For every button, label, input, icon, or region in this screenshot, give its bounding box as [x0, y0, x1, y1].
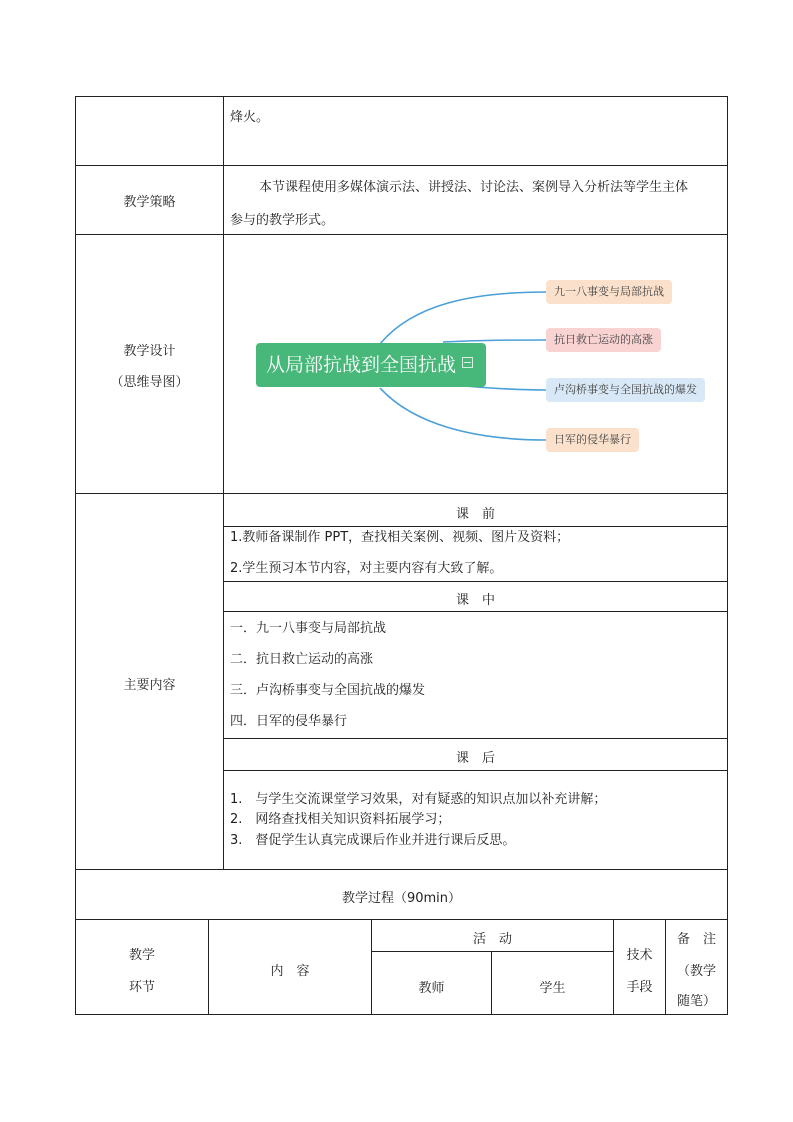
notes-header-line-3: 随笔） [676, 994, 716, 1009]
design-label: 教学设计 [123, 344, 176, 359]
after-item-2: 2. 网络查找相关知识资料拓展学习； [230, 812, 451, 827]
after-item-3: 3. 督促学生认真完成课后作业并进行课后反思。 [230, 833, 516, 848]
stage-header-cell [75, 919, 209, 1015]
row-top-content-cell [223, 96, 728, 166]
notes-header-line-2: （教学 [676, 964, 716, 979]
tech-header-line-2: 手段 [626, 980, 653, 995]
strategy-line-2: 参与的教学形式。 [230, 213, 335, 228]
connector-4 [380, 388, 547, 440]
during-item-4: 四．日军的侵华暴行 [230, 714, 348, 729]
during-item-1: 一．九一八事变与局部抗战 [230, 621, 387, 636]
after-title: 课 后 [455, 751, 495, 766]
mind-map-branch-1[interactable]: 九一八事变与局部抗战 [546, 280, 672, 304]
top-continuation-text: 烽火。 [230, 110, 270, 125]
mind-map-root-label: 从局部抗战到全国抗战 [266, 354, 457, 376]
strategy-label: 教学策略 [123, 195, 176, 210]
design-sublabel: （思维导图） [110, 375, 189, 390]
main-label: 主要内容 [123, 678, 176, 693]
design-label-cell [75, 234, 224, 494]
during-title: 课 中 [455, 593, 495, 608]
mind-map-branch-4[interactable]: 日军的侵华暴行 [546, 428, 639, 452]
connector-1 [380, 292, 547, 344]
notes-header-line-1: 备 注 [676, 932, 716, 947]
tech-header-line-1: 技术 [626, 948, 653, 963]
content-header: 内 容 [270, 964, 310, 979]
teacher-header: 教师 [418, 981, 445, 996]
process-title: 教学过程（90min） [341, 891, 462, 906]
row-top-label-cell [75, 96, 224, 166]
before-item-1: 1.教师备课制作 PPT，查找相关案例、视频、图片及资料； [230, 530, 570, 545]
connector-2 [443, 340, 547, 342]
collapse-icon[interactable] [462, 357, 473, 368]
tech-header-cell [613, 919, 666, 1015]
after-item-1: 1. 与学生交流课堂学习效果，对有疑惑的知识点加以补充讲解； [230, 792, 607, 807]
mind-map-branch-2[interactable]: 抗日救亡运动的高涨 [546, 328, 661, 352]
during-item-2: 二．抗日救亡运动的高涨 [230, 652, 374, 667]
before-title: 课 前 [455, 507, 495, 522]
before-item-2: 2.学生预习本节内容，对主要内容有大致了解。 [230, 561, 503, 576]
stage-header-line-1: 教学 [128, 948, 155, 963]
student-header: 学生 [539, 981, 566, 996]
stage-header-line-2: 环节 [128, 980, 155, 995]
during-item-3: 三．卢沟桥事变与全国抗战的爆发 [230, 683, 426, 698]
activity-header: 活 动 [472, 932, 512, 947]
mind-map-branch-3[interactable]: 卢沟桥事变与全国抗战的爆发 [546, 378, 705, 402]
strategy-line-1: 本节课程使用多媒体演示法、讲授法、讨论法、案例导入分析法等学生主体 [259, 180, 689, 195]
mind-map-root[interactable] [256, 343, 486, 387]
